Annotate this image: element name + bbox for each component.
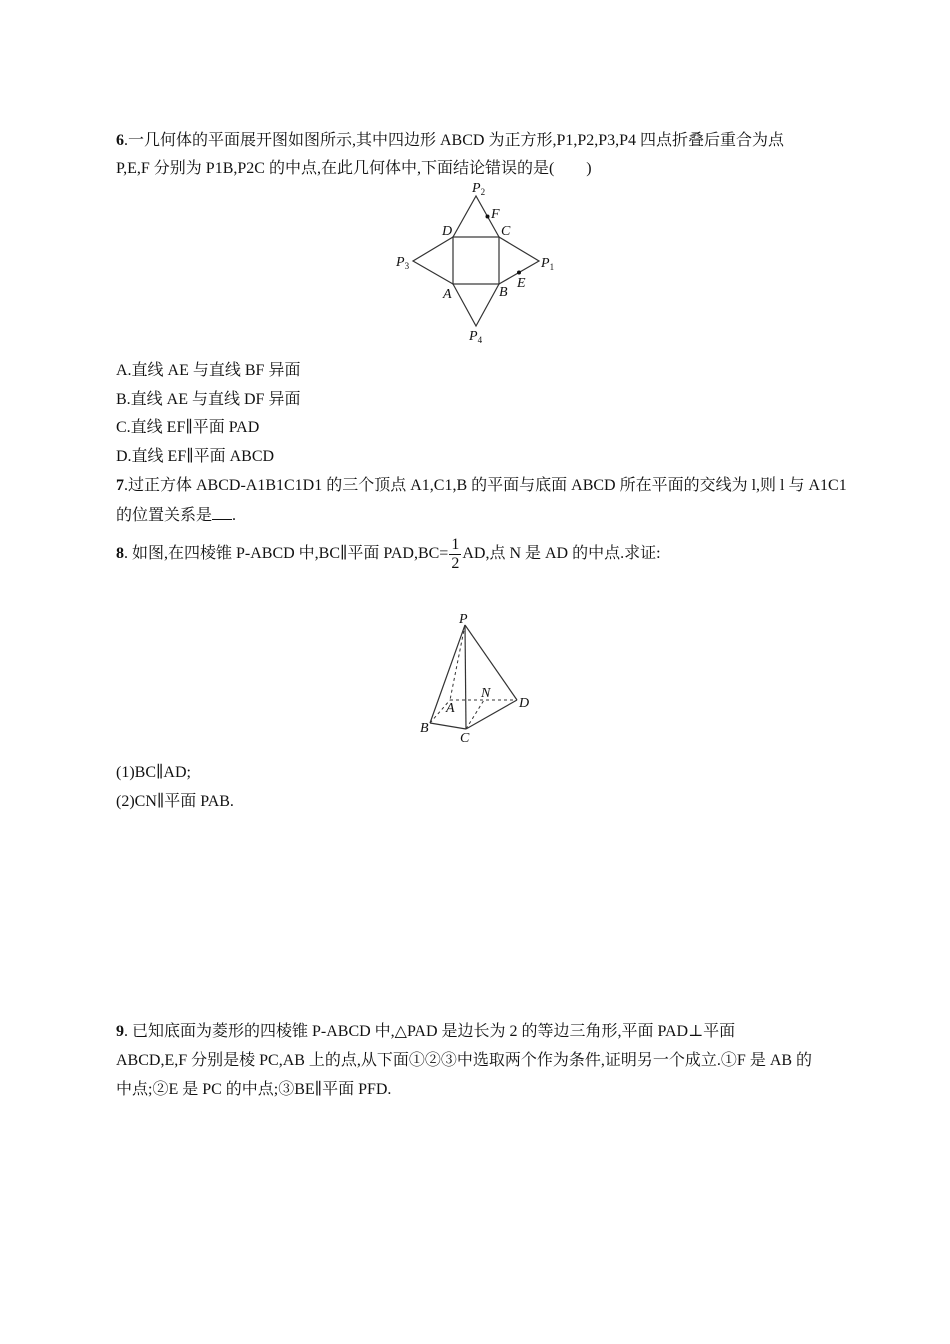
segment-cn-hidden [466, 700, 484, 729]
label-f: F [491, 207, 500, 222]
q7-line2 [116, 505, 236, 526]
point-f [486, 215, 490, 219]
q7-text-line1: .过正方体 ABCD-A1B1C1D1 的三个顶点 A1,C1,B 的平面与底面 ABCD 所在平面的交线为 l,则 l 与 A1C1 [124, 477, 847, 494]
triangle-p3 [413, 237, 453, 284]
q7-line1 [116, 476, 847, 496]
label-a: A [443, 287, 452, 302]
q9-line3: 中点;②E 是 PC 的中点;③BE∥平面 PFD. [116, 1081, 392, 1098]
label-p4: $P_4$ [469, 329, 483, 345]
label-p3: $P_3$ [396, 255, 410, 271]
q6-number: 6 [116, 132, 124, 149]
q8-frac-numerator: 1 [451, 535, 460, 553]
label-b: B [420, 721, 429, 736]
q8-fraction [449, 536, 461, 573]
q7-number: 7 [116, 477, 124, 494]
edge-pa-hidden [450, 625, 465, 700]
edge-bc [430, 723, 466, 729]
label-p2: $P_2$ [472, 181, 486, 197]
edge-pc [465, 625, 466, 729]
q6-option-a: A.直线 AE 与直线 BF 异面 [116, 362, 301, 379]
q9-text-line1: . 已知底面为菱形的四棱锥 P-ABCD 中,△PAD 是边长为 2 的等边三角形,平面 PAD⊥平面 [124, 1023, 736, 1040]
label-p: P [459, 612, 468, 627]
q8-part1: (1)BC∥AD; [116, 764, 191, 781]
q8-number: 8 [116, 545, 124, 562]
label-d: D [442, 224, 453, 239]
edge-cd [466, 700, 517, 729]
q6-net-figure [385, 178, 575, 348]
point-e [517, 271, 521, 275]
q6-option-b: B.直线 AE 与直线 DF 异面 [116, 391, 301, 408]
q8-pyramid-figure [410, 607, 540, 747]
q6-option-d: D.直线 EF∥平面 ABCD [116, 448, 275, 465]
q7-text-line2: 的位置关系是 [116, 507, 213, 524]
q6-text-line1: .一几何体的平面展开图如图所示,其中四边形 ABCD 为正方形,P1,P2,P3,P4 四点折叠后重合为点 [124, 132, 785, 149]
q9-line2: ABCD,E,F 分别是棱 PC,AB 上的点,从下面①②③中选取两个作为条件,证明另一个成立.①F 是 AB 的 [116, 1052, 813, 1069]
q8-part2: (2)CN∥平面 PAB. [116, 793, 234, 810]
label-d: D [519, 696, 530, 711]
q6-text-line2: P,E,F 分别为 P1B,P2C 的中点,在此几何体中,下面结论错误的是( ) [116, 160, 592, 177]
q6-line1 [116, 131, 784, 151]
q7-answer-blank[interactable] [212, 505, 232, 520]
q7-text-end: . [232, 507, 237, 524]
label-e: E [517, 276, 526, 291]
triangle-p4 [453, 284, 499, 326]
label-p1: $P_1$ [541, 256, 555, 272]
label-b: B [499, 285, 508, 300]
label-c: C [460, 731, 470, 746]
q6-option-c: C.直线 EF∥平面 PAD [116, 419, 260, 436]
q6-line2 [116, 159, 592, 179]
q9-line1 [116, 1022, 735, 1042]
q8-text-b: AD,点 N 是 AD 的中点.求证: [462, 545, 661, 562]
edge-pd [465, 625, 517, 700]
square-abcd [453, 237, 499, 284]
q8-frac-denominator: 2 [451, 554, 460, 572]
label-a: A [446, 701, 455, 716]
q8-intro [116, 534, 661, 574]
q9-number: 9 [116, 1023, 124, 1040]
q8-text-a: . 如图,在四棱锥 P-ABCD 中,BC∥平面 PAD,BC= [124, 545, 449, 562]
label-n: N [481, 686, 491, 701]
label-c: C [501, 224, 511, 239]
